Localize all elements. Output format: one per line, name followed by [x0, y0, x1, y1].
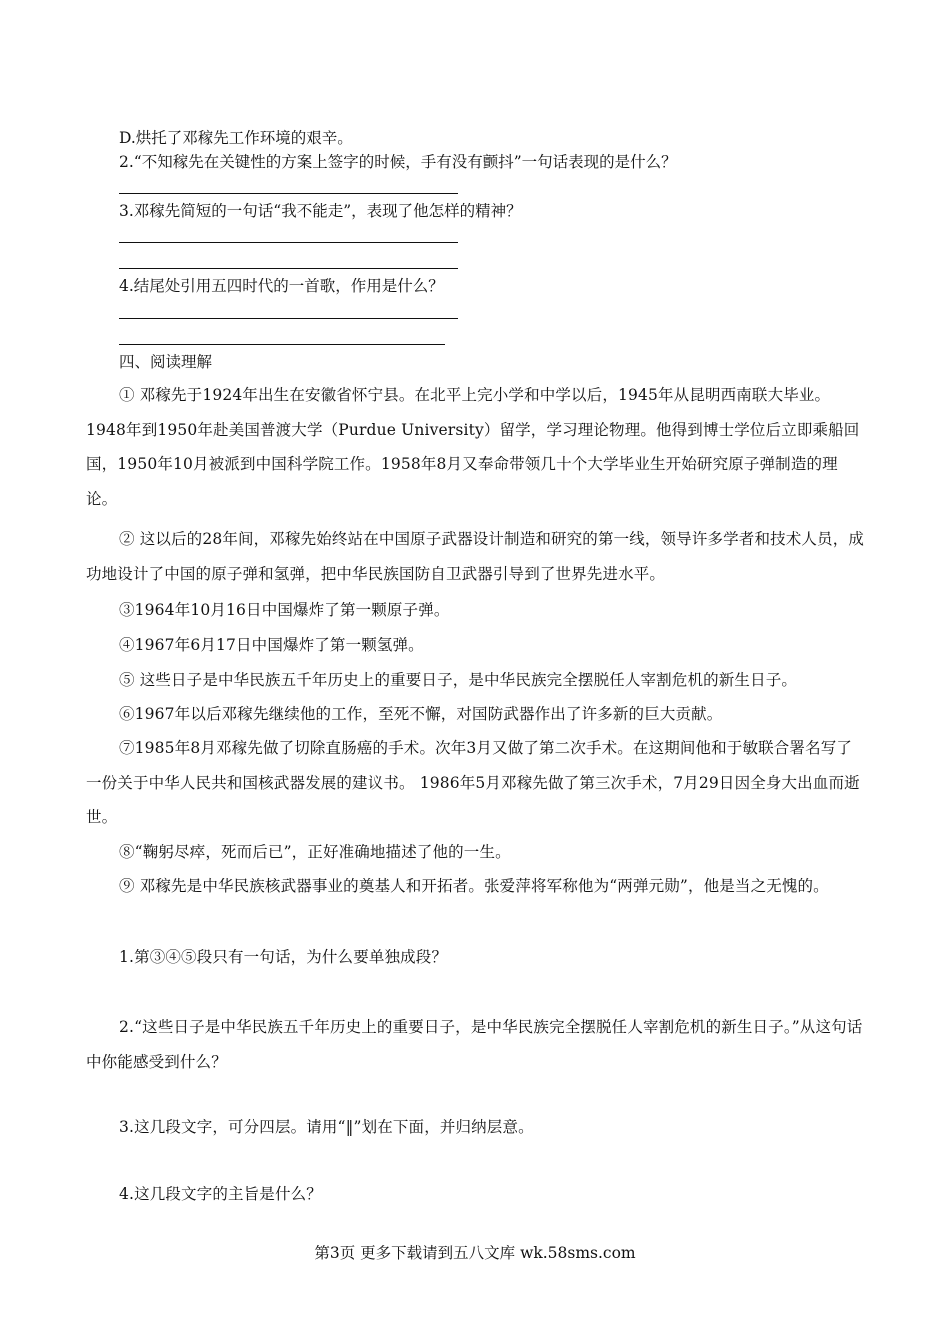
reading-question-1: 1.第③④⑤段只有一句话，为什么要单独成段？ [119, 948, 448, 966]
paragraph-7: ⑦1985年8月邓稼先做了切除直肠癌的手术。次年3月又做了第二次手术。在这期间他和于敏联合署名写了一份关于中华人民共和国核武器发展的建议书。 1986年5月邓稼先做了第三次手术，7月29日因全身大出血而逝世。 [86, 739, 860, 826]
section-heading: 四、阅读理解 [119, 353, 213, 371]
reading-question-3: 3.这几段文字，可分四层。请用“‖”划在下面，并归纳层意。 [119, 1118, 534, 1136]
reading-question-4: 4.这几段文字的主旨是什么？ [119, 1185, 322, 1203]
paragraph-1: ① 邓稼先于1924年出生在安徽省怀宁县。在北平上完小学和中学以后，1945年从昆明西南联大毕业。1948年到1950年赴美国普渡大学（Purdue University）留学，学习理论物理。他得到博士学位后立即乘船回国，1950年10月被派到中国科学院工作。1958年8月又奉命带领几十个大学毕业生开始研究原子弹制造的理论。 [86, 386, 860, 508]
paragraph-2: ② 这以后的28年间，邓稼先始终站在中国原子武器设计制造和研究的第一线，领导许多学者和技术人员，成功地设计了中国的原子弹和氢弹，把中华民族国防自卫武器引导到了世界先进水平。 [86, 530, 865, 583]
answer-line [119, 268, 458, 269]
answer-line [119, 242, 458, 243]
answer-line [119, 318, 458, 319]
question-2: 2.“不知稼先在关键性的方案上签字的时候，手有没有颤抖”一句话表现的是什么？ [119, 153, 677, 171]
question-3: 3.邓稼先简短的一句话“我不能走”，表现了他怎样的精神？ [119, 202, 522, 220]
paragraph-3: ③1964年10月16日中国爆炸了第一颗原子弹。 [119, 601, 450, 619]
answer-line [119, 344, 445, 345]
page-footer: 第3页 更多下载请到五八文库 wk.58sms.com [314, 1244, 636, 1262]
reading-question-2: 2.“这些日子是中华民族五千年历史上的重要日子，是中华民族完全摆脱任人宰割危机的新生日子。”从这句话中你能感受到什么？ [86, 1018, 863, 1071]
question-4: 4.结尾处引用五四时代的一首歌，作用是什么？ [119, 277, 444, 295]
paragraph-6: ⑥1967年以后邓稼先继续他的工作，至死不懈，对国防武器作出了许多新的巨大贡献。 [119, 705, 723, 723]
option-d: D.烘托了邓稼先工作环境的艰辛。 [119, 129, 353, 147]
paragraph-5: ⑤ 这些日子是中华民族五千年历史上的重要日子，是中华民族完全摆脱任人宰割危机的新生日子。 [119, 671, 798, 689]
paragraph-4: ④1967年6月17日中国爆炸了第一颗氢弹。 [119, 636, 424, 654]
answer-line [119, 193, 458, 194]
paragraph-8: ⑧“鞠躬尽瘁，死而后已”，正好准确地描述了他的一生。 [119, 843, 511, 861]
paragraph-9: ⑨ 邓稼先是中华民族核武器事业的奠基人和开拓者。张爱萍将军称他为“两弹元勋”，他是当之无愧的。 [119, 877, 829, 895]
